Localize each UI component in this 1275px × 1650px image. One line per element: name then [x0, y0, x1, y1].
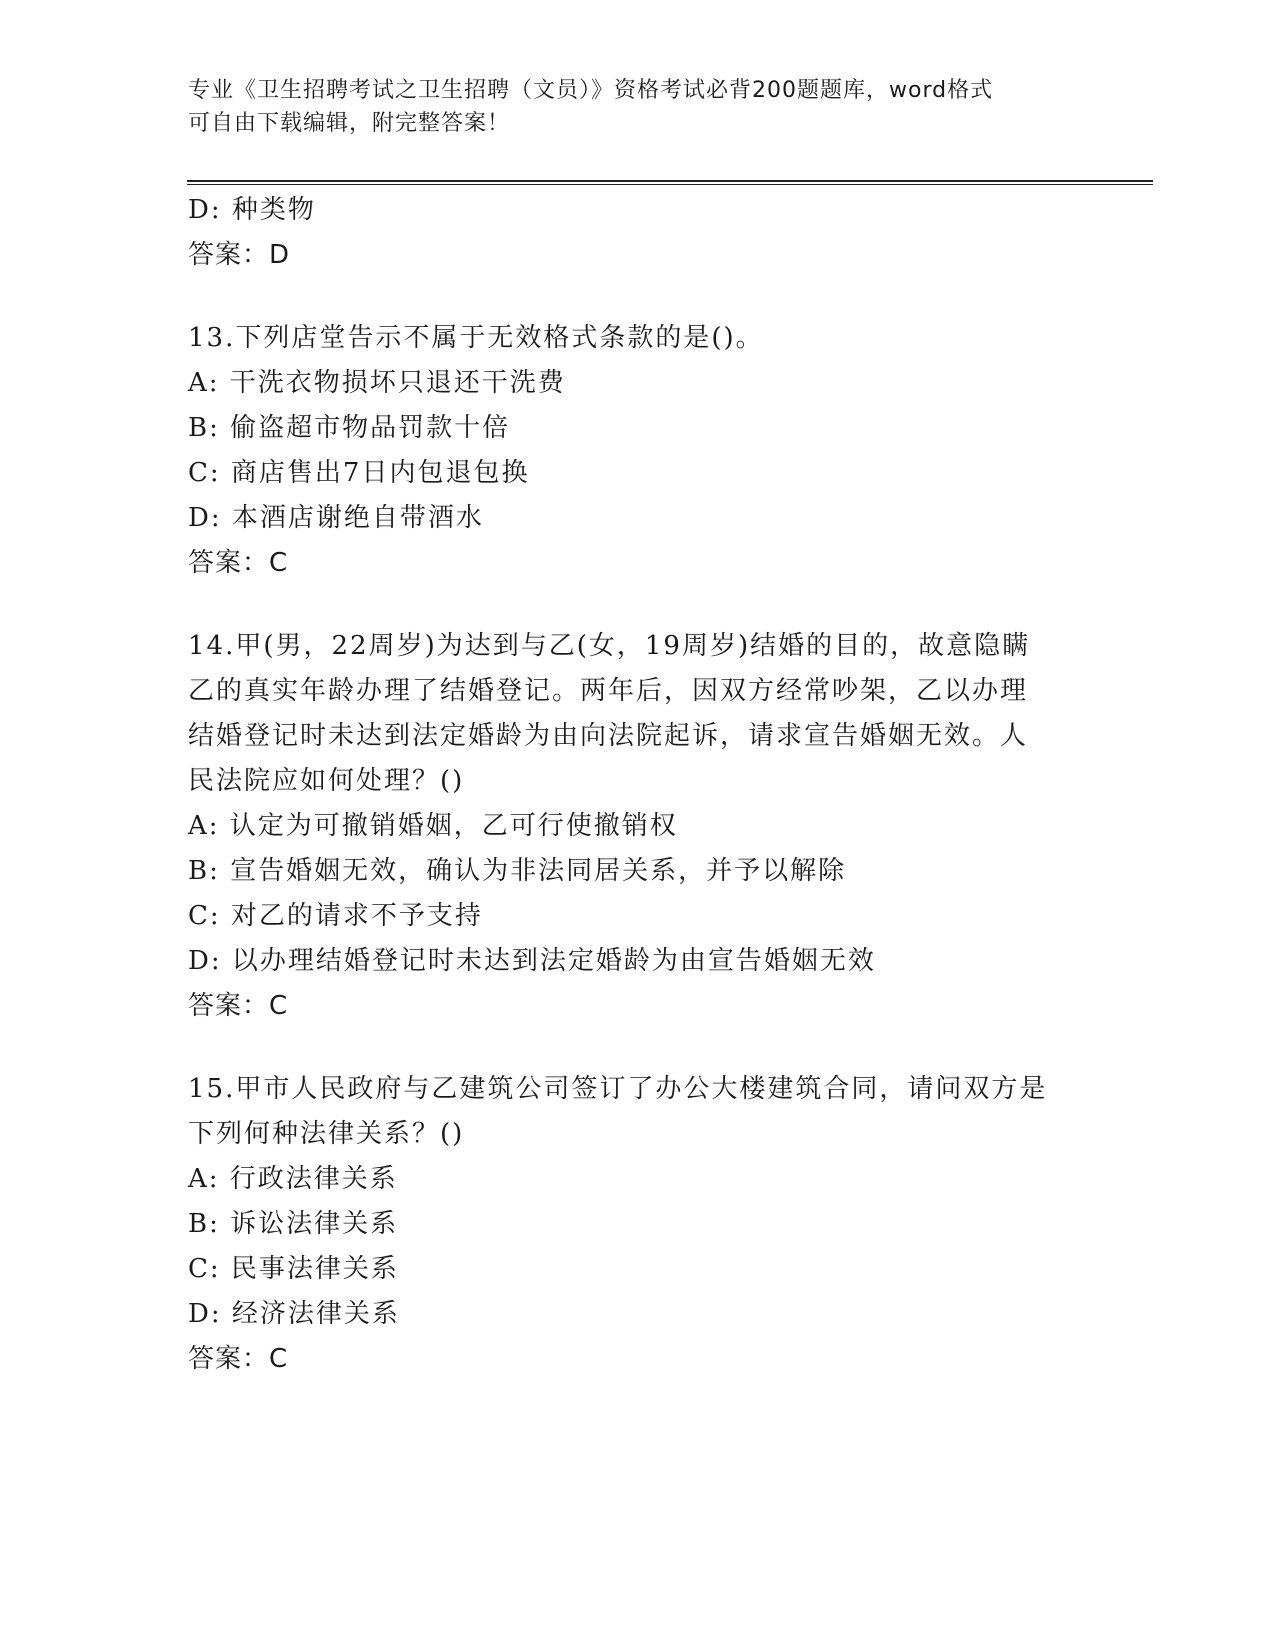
option-b: B: 宣告婚姻无效，确认为非法同居关系，并予以解除	[188, 856, 847, 886]
question-14	[188, 624, 1088, 1029]
question-stem-line: 民法院应如何处理？()	[188, 766, 465, 796]
question-stem-line: 15.甲市人民政府与乙建筑公司签订了办公大楼建筑合同，请问双方是	[188, 1074, 1048, 1104]
header-divider-thin	[187, 184, 1153, 185]
question-stem-line: 下列何种法律关系？()	[188, 1119, 465, 1149]
option-c: C: 民事法律关系	[188, 1254, 399, 1284]
question-13	[188, 316, 1088, 586]
question-stem-line: 结婚登记时未达到法定婚龄为由向法院起诉，请求宣告婚姻无效。人	[188, 721, 1029, 751]
header-divider	[187, 180, 1153, 182]
option-a: A: 行政法律关系	[188, 1164, 398, 1194]
answer: 答案：C	[188, 548, 289, 578]
question-stem-line: 14.甲(男，22周岁)为达到与乙(女，19周岁)结婚的目的，故意隐瞒	[188, 631, 1031, 661]
option-b: B: 偷盗超市物品罚款十倍	[188, 413, 511, 443]
header-line-2: 可自由下载编辑，附完整答案！	[188, 111, 511, 136]
prev-option-d: D: 种类物	[188, 195, 316, 225]
question-stem: 13.下列店堂告示不属于无效格式条款的是()。	[188, 323, 764, 353]
option-d: D: 经济法律关系	[188, 1299, 400, 1329]
header-line-1: 专业《卫生招聘考试之卫生招聘（文员）》资格考试必背200题题库，word格式	[188, 78, 994, 103]
prev-answer: 答案：D	[188, 240, 291, 270]
option-a: A: 认定为可撤销婚姻，乙可行使撤销权	[188, 811, 678, 841]
option-c: C: 商店售出7日内包退包换	[188, 458, 530, 488]
document-header	[188, 74, 1088, 140]
document-body	[188, 188, 1088, 1382]
option-b: B: 诉讼法律关系	[188, 1209, 399, 1239]
option-d: D: 以办理结婚登记时未达到法定婚龄为由宣告婚姻无效	[188, 946, 876, 976]
question-15	[188, 1067, 1088, 1382]
option-a: A: 干洗衣物损坏只退还干洗费	[188, 368, 566, 398]
answer: 答案：C	[188, 1344, 289, 1374]
answer: 答案：C	[188, 991, 289, 1021]
question-stem-line: 乙的真实年龄办理了结婚登记。两年后，因双方经常吵架，乙以办理	[188, 676, 1029, 706]
option-c: C: 对乙的请求不予支持	[188, 901, 483, 931]
option-d: D: 本酒店谢绝自带酒水	[188, 503, 484, 533]
